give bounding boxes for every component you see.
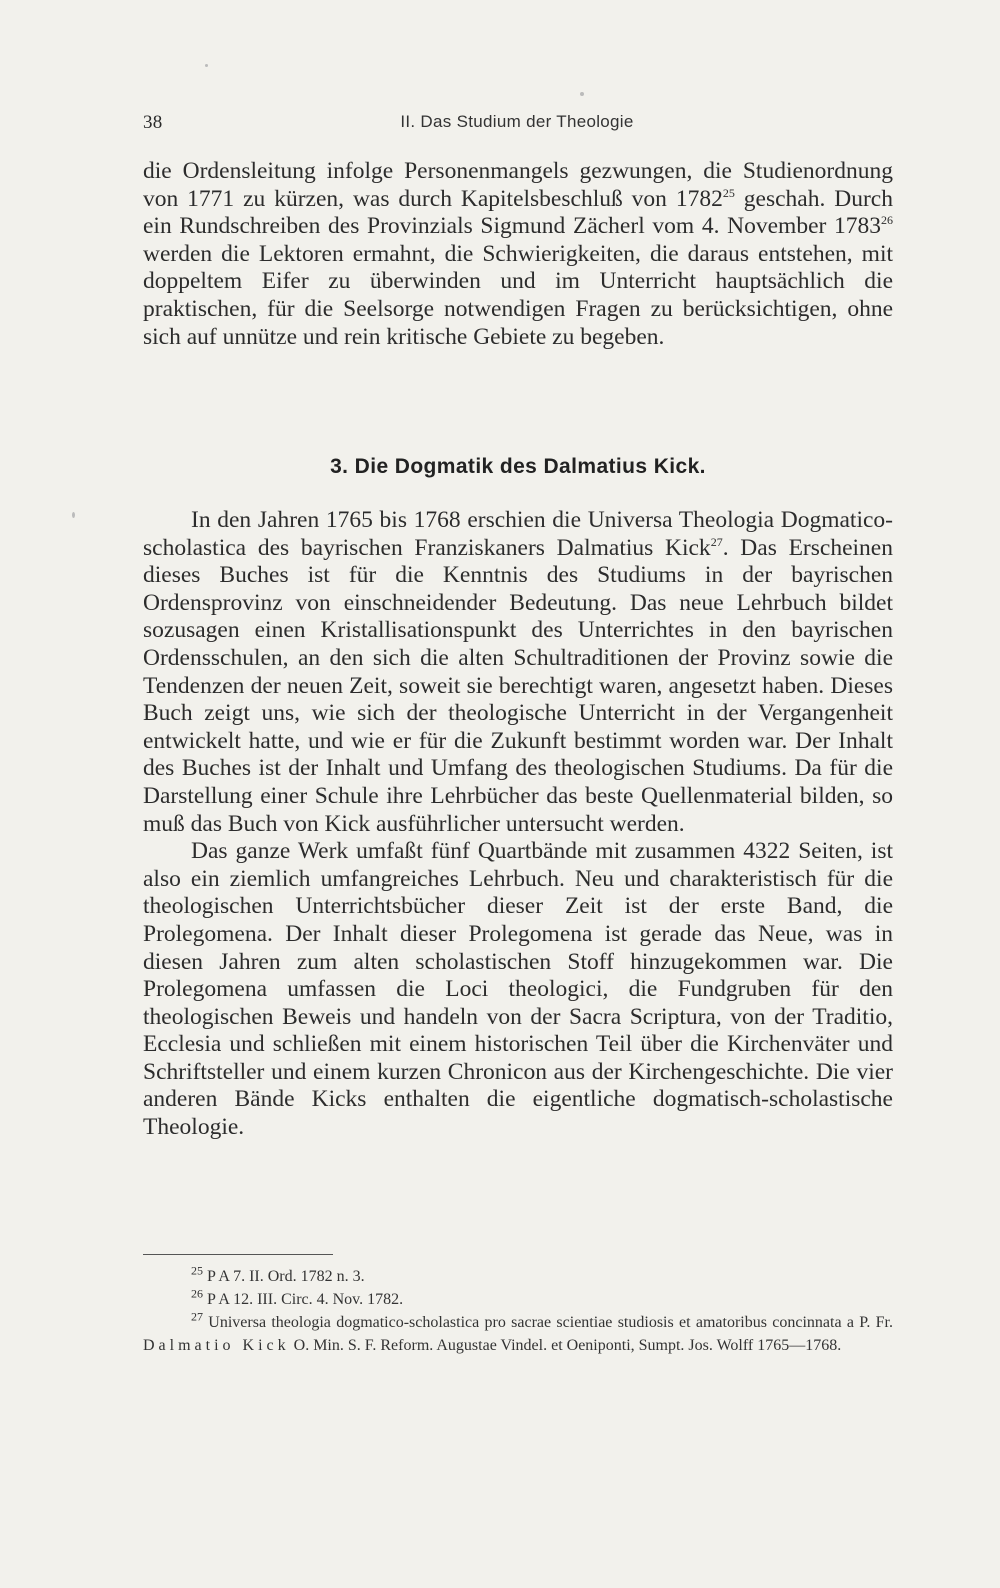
- paper-speck: [580, 92, 584, 96]
- footnote-text: P A 7. II. Ord. 1782 n. 3.: [203, 1268, 365, 1285]
- paragraph-3: Das ganze Werk umfaßt fünf Quartbände mit zusammen 4322 Seiten, ist also ein ziemlich umfangreiches Lehrbuch. Neu und charakteristisch für die theologischen Unterrichtsbücher dieser Zeit ist der erste Band, die Prolegomena. Der Inhalt dieser Prolegomena ist gerade das Neue, was in diesen Jahren zum alten scholastischen Stoff hinzugekommen war. Die Prolegomena umfassen die Loci theologici, die Fundgruben für den theologischen Beweis und handeln von der Sacra Scriptura, von der Traditio, Ecclesia und schließen mit einem historischen Teil über die Kirchenväter und Schriftsteller und einem kurzen Chronicon aus der Kirchengeschichte. Die vier anderen Bände Kicks enthalten die eigentliche dogmatisch-scholastische Theologie.: [143, 838, 893, 1141]
- section-heading: 3. Die Dogmatik des Dalmatius Kick.: [330, 455, 706, 478]
- paragraph-1-text: [143, 158, 893, 351]
- page-header: [143, 112, 891, 142]
- section-body: [143, 507, 893, 1142]
- footnote-rule: [143, 1254, 333, 1255]
- paragraph-1: [143, 158, 893, 351]
- paragraph-2-part-b: . Das Erscheinen dieses Buches ist für die Kenntnis des Studiums in der bayrischen Ordensprovinz von einschneidender Bedeutung. Das neue Lehrbuch bildet sozusagen einen Kristallisationspunkt des Unterrichtes in den bayrischen Ordensschulen, an den sich die alten Schultraditionen der Provinz sowie die Tendenzen der neuen Zeit, soweit sie berechtigt waren, angesetzt haben. Dieses Buch zeigt uns, wie sich der theologische Unterricht in der Vergangenheit entwickelt hatte, und wie er für die Zukunft bestimmt worden war. Der Inhalt des Buches ist der Inhalt und Umfang des theologischen Studiums. Da für die Darstellung einer Schule ihre Lehrbücher das beste Quellenmaterial bilden, so muß das Buch von Kick ausführlicher untersucht werden.: [143, 534, 893, 837]
- footnote-ref-27: 27: [710, 534, 723, 549]
- paragraph-2: [143, 507, 893, 838]
- footnote-author-name: Dalmatio Kick: [143, 1337, 290, 1354]
- running-head: II. Das Studium der Theologie: [400, 112, 634, 131]
- footnote-text: Universa theologia dogmatico-scholastica pro sacrae scientiae studiosis et amatoribus concinnata a P. Fr.: [203, 1314, 893, 1331]
- page-number: 38: [143, 112, 163, 133]
- footnotes: [143, 1265, 893, 1357]
- footnote-25: [143, 1265, 893, 1288]
- footnote-mark: 27: [191, 1309, 203, 1324]
- footnote-27: [143, 1311, 893, 1357]
- footnote-mark: 26: [191, 1286, 203, 1301]
- footnote-text: P A 12. III. Circ. 4. Nov. 1782.: [203, 1291, 404, 1308]
- paragraph-1-part-c: werden die Lektoren ermahnt, die Schwierigkeiten, die daraus entstehen, mit doppeltem Eifer zu überwinden und im Unterricht hauptsächlich die praktischen, für die Seelsorge notwendigen Fragen zu berücksichtigen, ohne sich auf unnütze und rein kritische Gebiete zu begeben.: [143, 240, 893, 350]
- paper-speck: [205, 64, 208, 67]
- footnote-text-end: O. Min. S. F. Reform. Augustae Vindel. et Oeniponti, Sumpt. Jos. Wolff 1765—1768.: [289, 1337, 842, 1354]
- paragraph-1-part-b: geschah. Durch ein Rundschreiben des Provinzials Sigmund Zächerl vom 4. November 1783: [143, 185, 893, 240]
- footnote-26: [143, 1288, 893, 1311]
- paragraph-2-part-a: In den Jahren 1765 bis 1768 erschien die Universa Theologia Dogmatico-scholastica des bayrischen Franziskaners Dalmatius Kick: [143, 507, 893, 561]
- paper-speck: [72, 512, 75, 518]
- footnote-mark: 25: [191, 1263, 203, 1278]
- footnote-ref-25: 25: [722, 185, 735, 200]
- paragraph-1-part-a: die Ordensleitung infolge Personenmangels gezwungen, die Studienordnung von 1771 zu kürzen, was durch Kapitelsbeschluß von 1782: [143, 158, 893, 212]
- footnote-27-inner: [143, 1311, 893, 1357]
- footnote-ref-26: 26: [881, 213, 893, 228]
